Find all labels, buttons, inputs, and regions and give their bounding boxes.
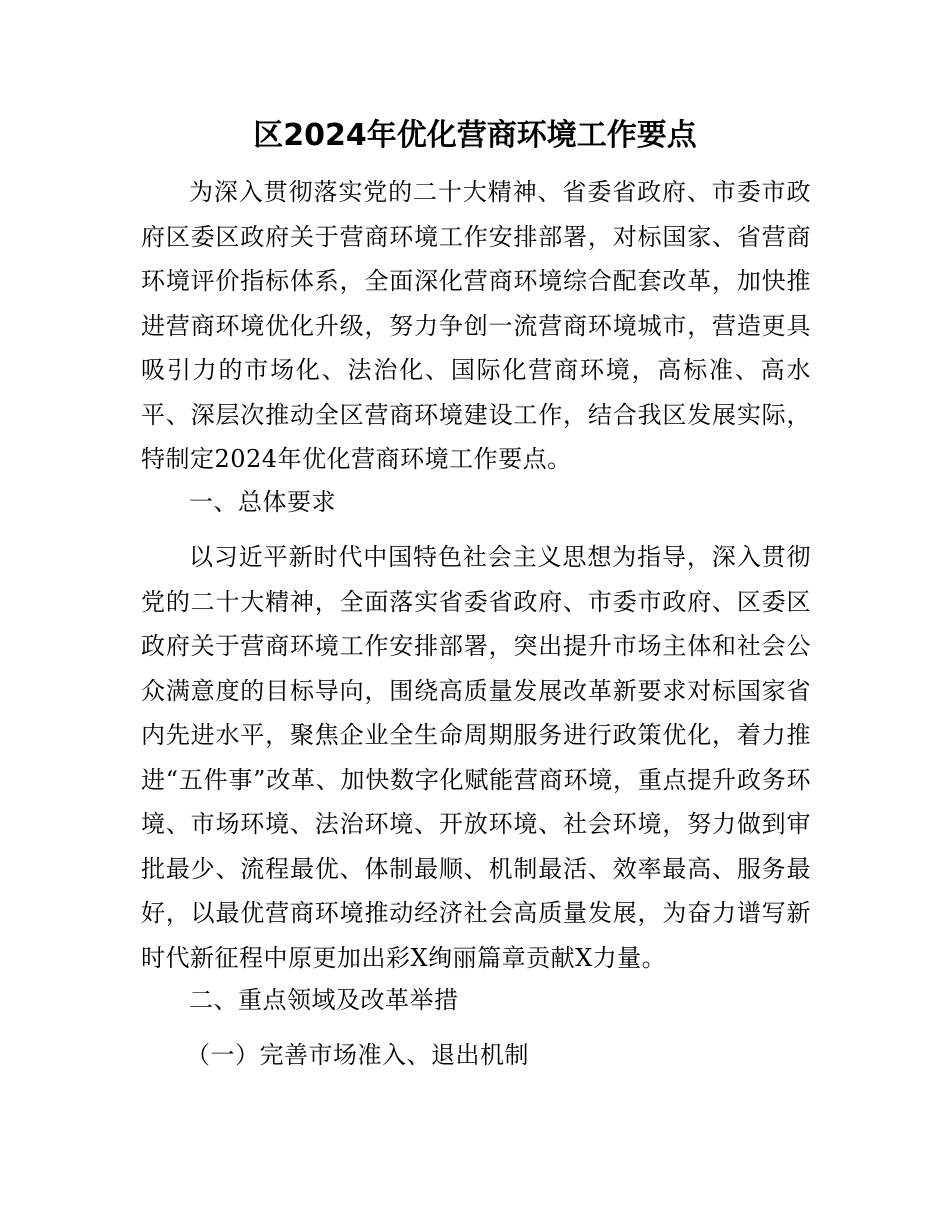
document-title: 区2024年优化营商环境工作要点	[253, 118, 697, 153]
intro-paragraph: 为深入贯彻落实党的二十大精神、省委省政府、市委市政府区委区政府关于营商环境工作安排部署，对标国家、省营商环境评价指标体系，全面深化营商环境综合配套改革，加快推进营商环境优化升级，努力争创一流营商环境城市，营造更具吸引力的市场化、法治化、国际化营商环境，高标准、高水平、深层次推动全区营商环境建设工作，结合我区发展实际，特制定2024年优化营商环境工作要点。	[141, 178, 811, 473]
subsection-heading-market-entry: （一）完善市场准入、退出机制	[186, 1041, 529, 1069]
section-heading-overall-requirements: 一、总体要求	[189, 488, 336, 516]
section-heading-key-areas: 二、重点领域及改革举措	[189, 986, 459, 1014]
overall-requirements-paragraph: 以习近平新时代中国特色社会主义思想为指导，深入贯彻党的二十大精神，全面落实省委省政府、市委市政府、区委区政府关于营商环境工作安排部署，突出提升市场主体和社会公众满意度的目标导向，围绕高质量发展改革新要求对标国家省内先进水平，聚焦企业全生命周期服务进行政策优化，着力推进“五件事”改革、加快数字化赋能营商环境，重点提升政务环境、市场环境、法治环境、开放环境、社会环境，努力做到审批最少、流程最优、体制最顺、机制最活、效率最高、服务最好，以最优营商环境推动经济社会高质量发展，为奋力谱写新时代新征程中原更加出彩X绚丽篇章贡献X力量。	[141, 543, 811, 972]
